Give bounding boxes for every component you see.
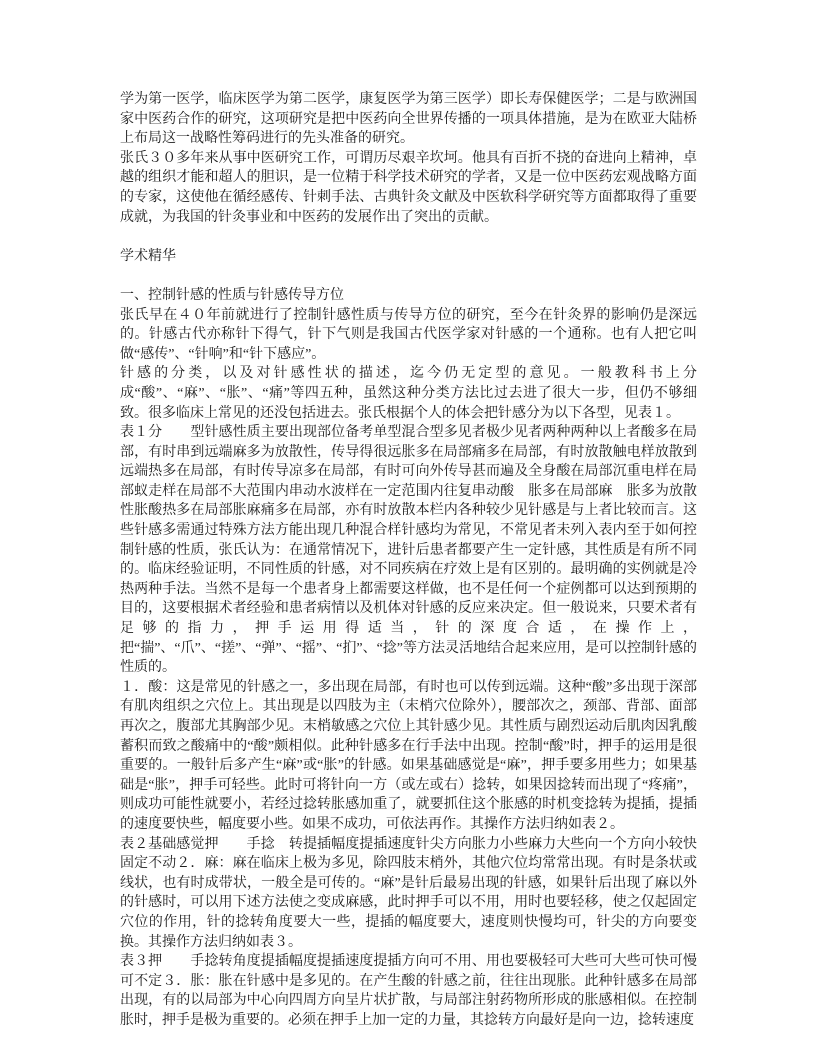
section-heading: 学术精华: [120, 248, 176, 264]
subsection-heading: 一、控制针感的性质与针感传导方位: [120, 287, 344, 303]
body-paragraph-suan: １．酸：这是常见的针感之一，多出现在局部，有时也可以传到远端。这种“酸”多出现于深部有肌肉组织之穴位上。其出现是以四肢为主（末梢穴位除外），腰部次之，颈部、背部、面部再次之，腹部尤其胸部少见。末梢敏感之穴位上其针感少见。其性质与剧烈运动后肌肉因乳酸蓄积而致之酸痛中的“酸”颇相似。此种针感多在行手法中出现。控制“酸”时，押手的运用是很重要的。一般针后多产生“麻”或“胀”的针感。如果基础感觉是“麻”，押手要多用些力；如果基础是“胀”，押手可轻些。此时可将针向一方（或左或右）捻转，如果因捻转而出现了“疼痛”，则成功可能性就要小，若经过捻转胀感加重了，就要抓住这个胀感的时机变捻转为提插，提插的速度要快些，幅度要小些。如果不成功，可依法再作。其操作方法归纳如表２。: [120, 679, 697, 832]
body-paragraph-2: 针感的分类，以及对针感性状的描述，迄今仍无定型的意见。一般教科书上分成“酸”、“麻”、“胀”、“痛”等四五种，虽然这种分类方法比过去进了很大一步，但仍不够细致。很多临床上常见的还没包括进去。张氏根据个人的体会把针感分为以下各型，见表１。: [120, 366, 697, 421]
body-paragraph-table2-ma: 表２基础感觉押 手捻 转提插幅度提插速度针尖方向胀力小些麻力大些向一个方向小较快固定不动２．麻：麻在临床上极为多见，除四肢末梢外，其他穴位均常常出现。有时是条状或线状，也有时成带状，一般全是可传的。“麻”是针后最易出现的针感，如果针后出现了麻以外的针感时，可以用下述方法使之变成麻感，此时押手可以不用，用时也要轻移，使之仅起固定穴位的作用，针的捻转角度要大一些，提插的幅度要大，速度则快慢均可，针尖的方向要变换。其操作方法归纳如表３。: [120, 836, 697, 950]
body-paragraph-1: 张氏早在４０年前就进行了控制针感性质与传导方位的研究，至今在针灸界的影响仍是深远的。针感古代亦称针下得气，针下气则是我国古代医学家对针感的一个通称。也有人把它叫做“感传”、“针响”和“针下感应”。: [120, 307, 697, 362]
intro-paragraph-1: 学为第一医学，临床医学为第二医学，康复医学为第三医学）即长寿保健医学；二是与欧洲国家中医药合作的研究，这项研究是把中医药向全世界传播的一项具体措施，是为在欧亚大陆桥上布局这一战略性筹码进行的先头准备的研究。: [120, 92, 697, 147]
body-paragraph-table3-zhang: 表３押 手捻转角度提插幅度提插速度提插方向可不用、用也要极轻可大些可大些可快可慢可不定３．胀：胀在针感中是多见的。在产生酸的针感之前，往往出现胀。此种针感多在局部出现，有的以局部为中心向四周方向呈片状扩散，与局部注射药物所形成的胀感相似。在控制胀时，押手是极为重要的。必须在押手上加一定的力量，其捻转方向最好是向一边，捻转速度: [120, 954, 697, 1028]
body-paragraph-table1: 表１分 型针感性质主要出现部位备考单型混合型多见者极少见者两种两种以上者酸多在局部，有时串到远端麻多为放散性，传导得很远胀多在局部痛多在局部，有时放散触电样放散到远端热多在局部，有时传导凉多在局部，有时可向外传导甚而遍及全身酸在局部沉重电样在局部蚁走样在局部不大范围内串动水波样在一定范围内往复串动酸 胀多在局部麻 胀多为放散性胀酸热多在局部胀麻痛多在局部，亦有时放散本栏内各种较少见针感是与上者比较而言。这些针感多需通过特殊方法方能出现几种混合样针感均为常见，不常见者未列入表内至于如何控制针感的性质，张氏认为：在通常情况下，进针后患者都要产生一定针感，其性质是有所不同的。临床经验证明，不同性质的针感，对不同疾病在疗效上是有区别的。最明确的实例就是冷热两种手法。当然不是每一个患者身上都需要这样做，也不是任何一个症例都可以达到预期的目的，这要根据术者经验和患者病情以及机体对针感的反应来决定。但一般说来，只要术者有足够的指力，押手运用得适当，针的深度合适，在操作上，把“揣”、“爪”、“搓”、“弹”、“摇”、“扪”、“捻”等方法灵活地结合起来应用，是可以控制针感的性质的。: [120, 425, 697, 676]
intro-paragraph-2: 张氏３０多年来从事中医研究工作，可谓历尽艰辛坎坷。他具有百折不挠的奋进向上精神，卓越的组织才能和超人的胆识，是一位精于科学技术研究的学者，又是一位中医药宏观战略方面的专家，这使他在循经感传、针刺手法、古典针灸文献及中医软科学研究等方面都取得了重要成就，为我国的针灸事业和中医药的发展作出了突出的贡献。: [120, 150, 697, 225]
